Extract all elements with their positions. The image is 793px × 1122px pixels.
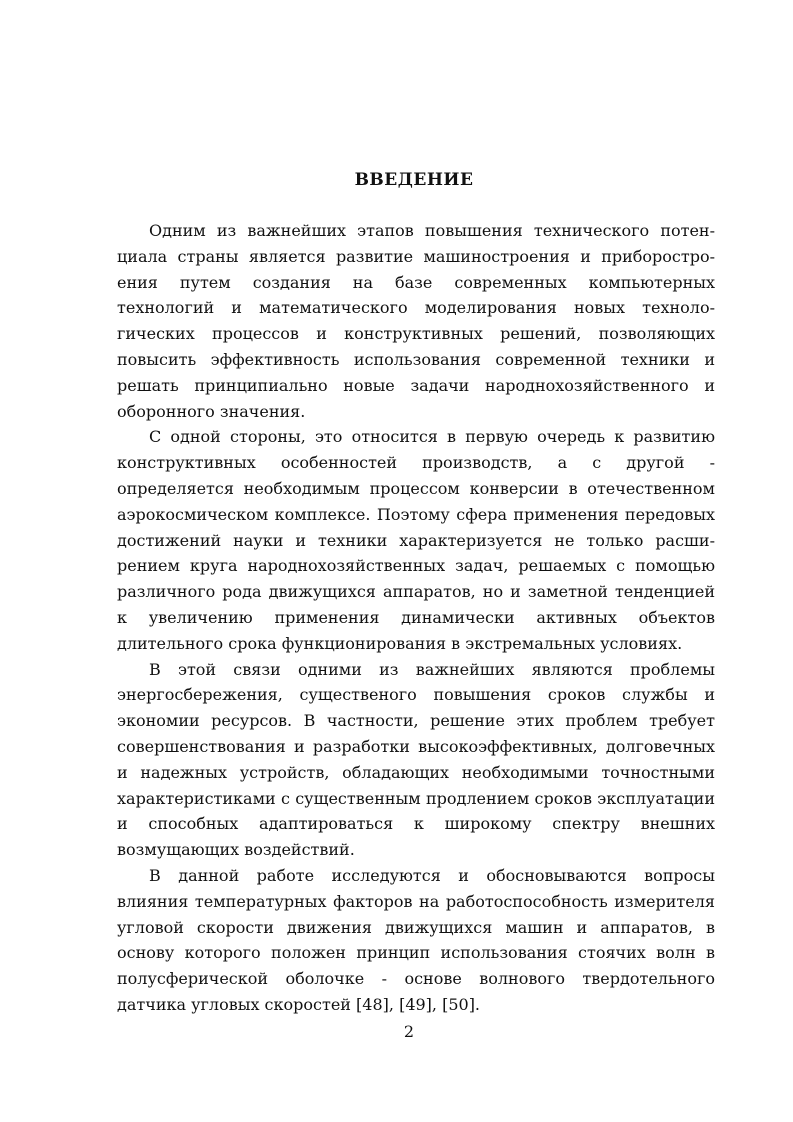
paragraph-1: Одним из важнейших этапов повышения технического потенциала страны является развитие машиностроения и приборостроения путем создания на базе современных компьютерных технологий и математического моделирования новых технологических процессов и конструктивных решений, позволяющих повысить эффективность использования современной техники и решать принципиально новые задачи народнохозяйственного и оборонного значения. — [117, 221, 715, 421]
paragraph-3: В этой связи одними из важнейших являются проблемы энергосбережения, существеного повышения сроков службы и экономии ресурсов. В частности, решение этих проблем требует совершенствования и разработки высокоэффективных, долговечных и надежных устройств, обладающих необходимыми точностными характеристиками с существенным продлением сроков эксплуатации и способных адаптироваться к широкому спектру внешних возмущающих воздействий. — [117, 659, 715, 860]
page-number: 2 — [403, 1022, 415, 1041]
paragraph-2: С одной стороны, это относится в первую очередь к развитию конструктивных особенностей производств, а с другой - определяется необходимым процессом конверсии в отечественном аэрокосмическом комплексе. Поэтому сфера применения передовых достижений науки и техники характеризуется не только расширением круга народнохозяйственных задач, решаемых с помощью различного рода движущихся аппаратов, но и заметной тенденцией к увеличению применения динамически активных объектов длительного срока функционирования в экстремальных условиях. — [117, 427, 715, 653]
page-title: ВВЕДЕНИЕ — [354, 170, 474, 190]
paragraph-4: В данной работе исследуются и обосновываются вопросы влияния температурных факторов на работоспособность измерителя угловой скорости движения движущихся машин и аппаратов, в основу которого положен принцип использования стоячих волн в полусферической оболочке - основе волнового твердотельного датчика угловых скоростей [48], [49], [50]. — [117, 865, 715, 1014]
body-text — [117, 218, 715, 1018]
